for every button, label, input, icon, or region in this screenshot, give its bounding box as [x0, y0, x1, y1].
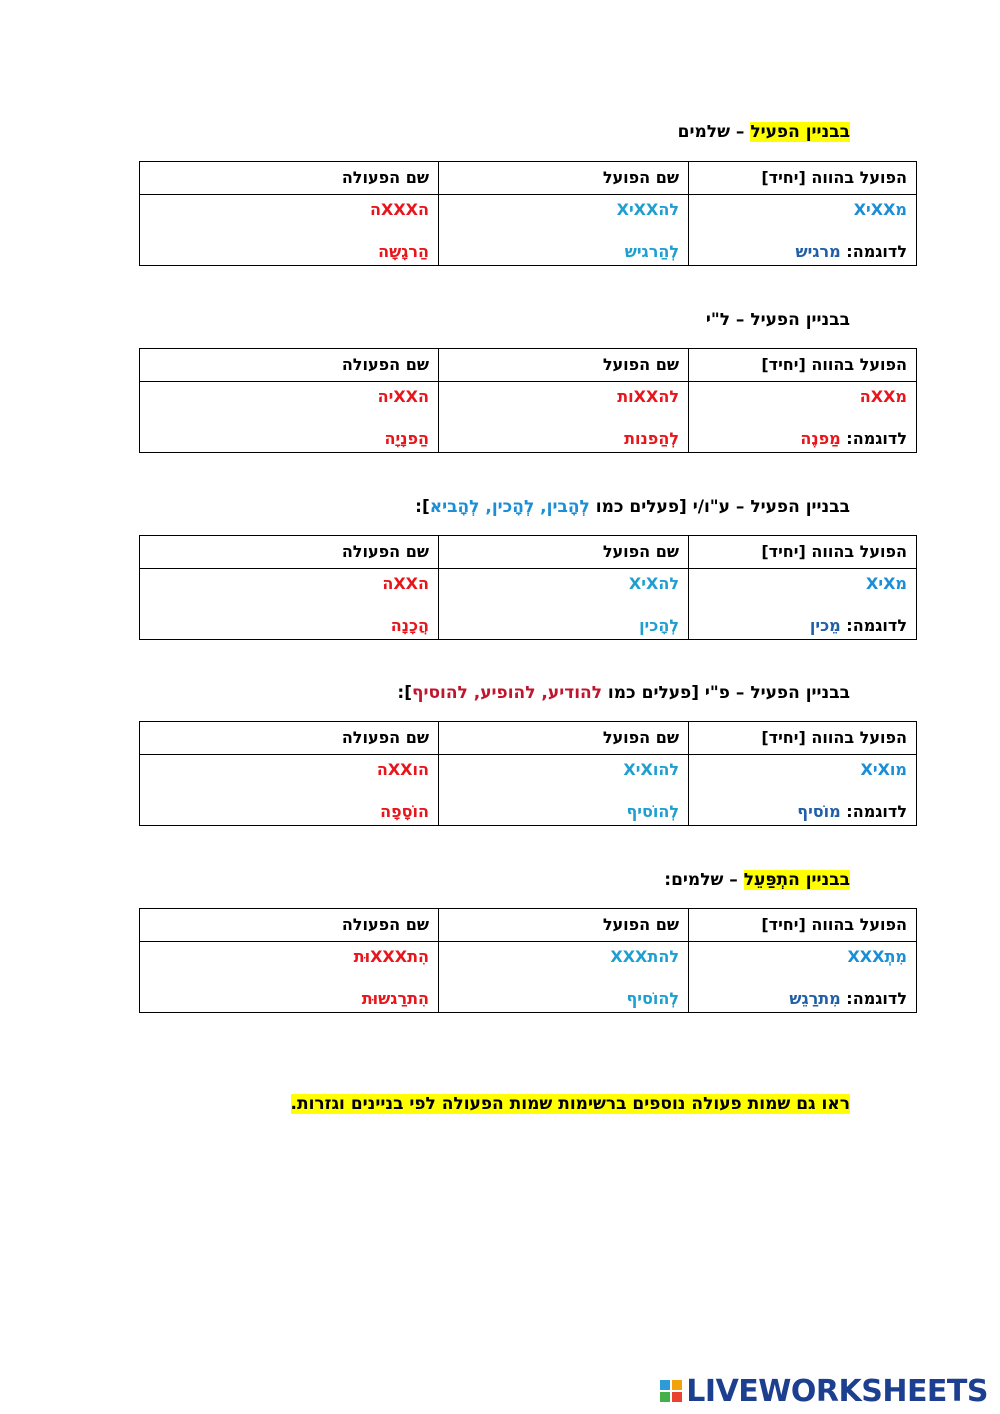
- present-pattern: מXXיX: [853, 200, 907, 219]
- header-present: הפועל בהווה [יחיד]: [689, 162, 917, 195]
- cell-infinitive: [439, 569, 689, 640]
- header-infinitive: שם הפועל: [439, 536, 689, 569]
- footer-note: ראו גם שמות פעולה נוספים ברשימות שמות הפעולה לפי בניינים וגזרות.: [290, 1094, 850, 1114]
- header-infinitive: שם הפועל: [439, 349, 689, 382]
- section-title-suffix: – שלמים: [677, 122, 751, 142]
- section-title-binyan: בבניין הפעיל: [750, 497, 850, 517]
- logo-blocks-icon: [660, 1380, 682, 1402]
- example-infinitive: לְהָכין: [639, 616, 679, 635]
- example-present: מִתרַגֵש: [789, 989, 841, 1008]
- table-2: [139, 348, 917, 453]
- table-row: [140, 382, 917, 453]
- example-noun: הִתרַגשוּת: [361, 989, 429, 1008]
- header-noun: שם הפעולה: [140, 909, 439, 942]
- infinitive-pattern: להתXXX: [610, 947, 679, 966]
- table-5: [139, 908, 917, 1013]
- section-title-binyan: בבניין הפעיל: [750, 683, 850, 703]
- cell-infinitive: [439, 195, 689, 266]
- cell-infinitive: [439, 755, 689, 826]
- example-present: מרגיש: [795, 242, 841, 261]
- example-infinitive: לְהוֹסיף: [626, 802, 679, 821]
- header-noun: שם הפעולה: [140, 349, 439, 382]
- table-4: [139, 721, 917, 826]
- section-title-end: ]:: [397, 683, 412, 703]
- table-1: [139, 161, 917, 266]
- section-title-binyan: בבניין הפעיל: [750, 122, 850, 142]
- table-header-row: [140, 162, 917, 195]
- cell-infinitive: [439, 382, 689, 453]
- header-noun: שם הפעולה: [140, 722, 439, 755]
- example-noun: הוֹסָפָה: [380, 802, 429, 821]
- cell-noun: [140, 382, 439, 453]
- noun-pattern: הXXXה: [369, 200, 429, 219]
- header-infinitive: שם הפועל: [439, 162, 689, 195]
- example-noun: הַרגָשָה: [378, 242, 429, 261]
- header-present: הפועל בהווה [יחיד]: [689, 722, 917, 755]
- noun-pattern: הXXיה: [377, 387, 429, 406]
- example-noun: הֲכָנָה: [390, 616, 429, 635]
- section-title-3: [415, 497, 850, 517]
- section-title-examples: לְהָבין, לְהָכין, לְהָביא: [429, 497, 590, 517]
- cell-present: [689, 755, 917, 826]
- cell-infinitive: [439, 942, 689, 1013]
- cell-noun: [140, 569, 439, 640]
- table-header-row: [140, 349, 917, 382]
- cell-noun: [140, 942, 439, 1013]
- logo-text: LIVEWORKSHEETS: [686, 1373, 988, 1409]
- infinitive-pattern: להXXות: [617, 387, 679, 406]
- noun-pattern: הוXXה: [376, 760, 429, 779]
- section-title-5: [664, 870, 850, 890]
- cell-noun: [140, 755, 439, 826]
- cell-present: [689, 195, 917, 266]
- infinitive-pattern: להXיX: [628, 574, 679, 593]
- table-header-row: [140, 536, 917, 569]
- cell-noun: [140, 195, 439, 266]
- section-title-4: [397, 683, 850, 703]
- section-title-2: [706, 310, 850, 330]
- header-present: הפועל בהווה [יחיד]: [689, 909, 917, 942]
- example-infinitive: לְהַרגיש: [624, 242, 679, 261]
- example-label: לדוגמה:: [840, 242, 907, 261]
- logo-block: [660, 1380, 670, 1390]
- header-noun: שם הפעולה: [140, 536, 439, 569]
- section-title-suffix: – ע"ו/י [פעלים כמו: [589, 497, 751, 517]
- section-title-suffix: – שלמים:: [664, 870, 744, 890]
- header-noun: שם הפעולה: [140, 162, 439, 195]
- table-row: [140, 195, 917, 266]
- example-present: מַפנֶה: [800, 429, 841, 448]
- table-row: [140, 942, 917, 1013]
- liveworksheets-logo[interactable]: [660, 1374, 988, 1408]
- example-label: לדוגמה:: [840, 802, 907, 821]
- noun-pattern: הXXה: [382, 574, 429, 593]
- present-pattern: מXיX: [866, 574, 907, 593]
- example-infinitive: לְהוֹסיף: [626, 989, 679, 1008]
- logo-block: [660, 1392, 670, 1402]
- cell-present: [689, 569, 917, 640]
- logo-block: [672, 1392, 682, 1402]
- present-pattern: מXXה: [859, 387, 907, 406]
- table-row: [140, 755, 917, 826]
- example-label: לדוגמה:: [840, 989, 907, 1008]
- header-infinitive: שם הפועל: [439, 909, 689, 942]
- cell-present: [689, 942, 917, 1013]
- example-infinitive: לְהַפנות: [624, 429, 679, 448]
- header-infinitive: שם הפועל: [439, 722, 689, 755]
- present-pattern: מִתXXXְ: [847, 947, 907, 966]
- table-row: [140, 569, 917, 640]
- example-label: לדוגמה:: [840, 616, 907, 635]
- section-title-suffix: – פ"י [פעלים כמו: [602, 683, 751, 703]
- infinitive-pattern: להוXיX: [623, 760, 679, 779]
- cell-present: [689, 382, 917, 453]
- table-3: [139, 535, 917, 640]
- example-label: לדוגמה:: [840, 429, 907, 448]
- section-title-binyan: בבניין הפעיל: [750, 310, 850, 330]
- infinitive-pattern: להXXיX: [616, 200, 679, 219]
- example-present: מוֹסיף: [797, 802, 841, 821]
- noun-pattern: הִתXXXוּת: [353, 947, 429, 966]
- example-noun: הַפנָיָה: [384, 429, 429, 448]
- section-title-suffix: – ל"י: [705, 310, 751, 330]
- section-title-1: [678, 122, 850, 142]
- table-header-row: [140, 909, 917, 942]
- table-header-row: [140, 722, 917, 755]
- logo-block: [672, 1380, 682, 1390]
- section-title-end: ]:: [415, 497, 430, 517]
- example-present: מֵכין: [809, 616, 841, 635]
- present-pattern: מוXיX: [860, 760, 907, 779]
- section-title-examples: להודיע, להופיע, להוסיף: [411, 683, 602, 703]
- section-title-binyan: בבניין התְפַּעֵל: [743, 870, 850, 890]
- header-present: הפועל בהווה [יחיד]: [689, 536, 917, 569]
- header-present: הפועל בהווה [יחיד]: [689, 349, 917, 382]
